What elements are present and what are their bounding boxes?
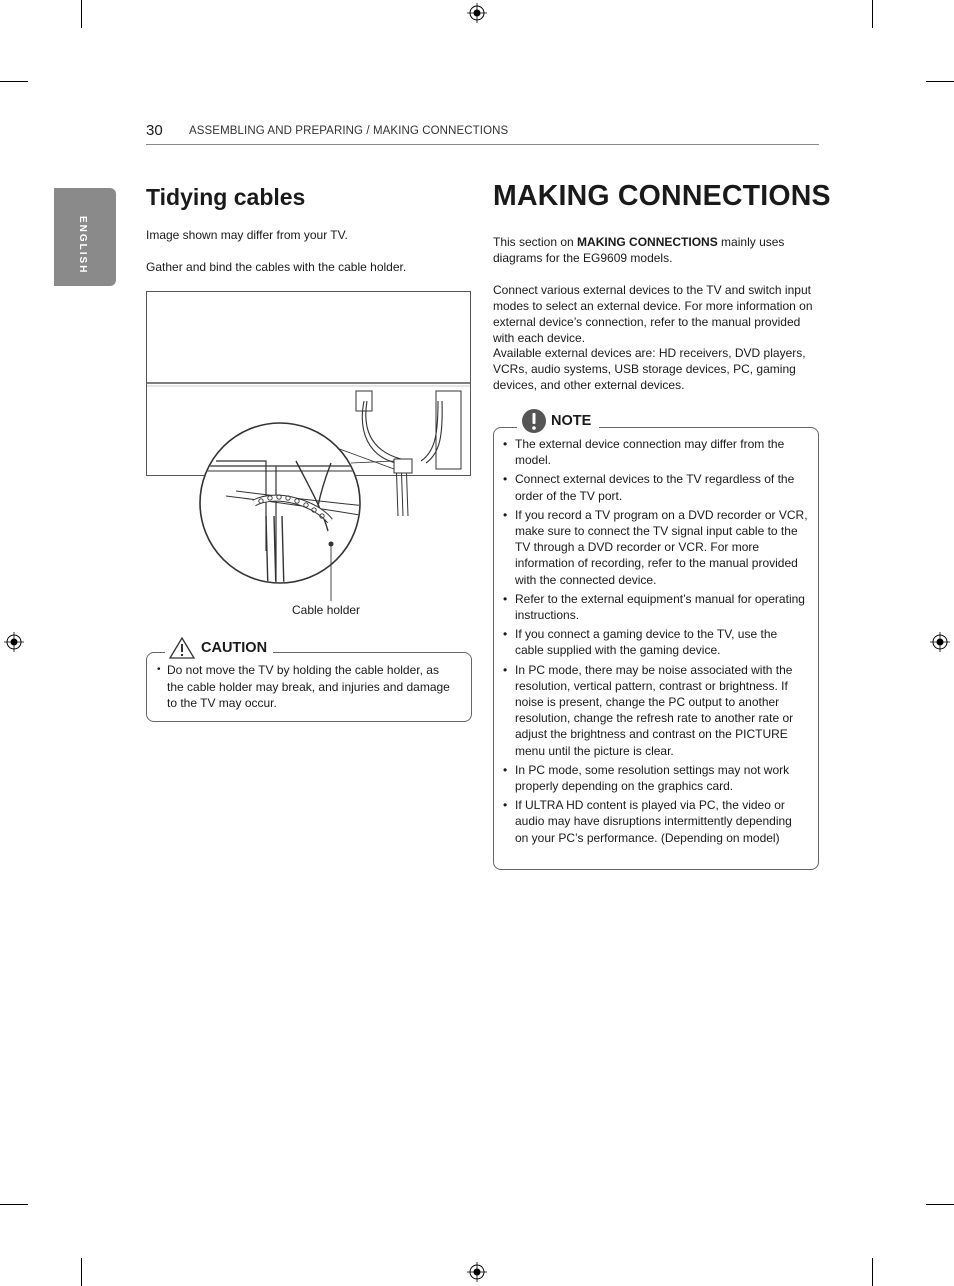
crop-mark — [0, 1204, 28, 1205]
crop-mark — [81, 1258, 82, 1286]
intro-suffix: mainly uses diagrams for the EG9609 models. — [493, 235, 785, 265]
devices-paragraph: Available external devices are: HD receivers, DVD players, VCRs, audio systems, USB storage devices, PC, gaming devices, and other external devices. — [493, 346, 806, 392]
caution-item-text: Do not move the TV by holding the cable holder, as the cable holder may break, and injuries and damage to the TV may occur. — [167, 663, 450, 710]
registration-mark-icon — [930, 632, 950, 652]
caution-heading — [165, 636, 273, 660]
crop-mark — [926, 1204, 954, 1205]
language-tab — [54, 188, 116, 286]
intro-prefix: This section on — [493, 235, 578, 249]
running-head: ASSEMBLING AND PREPARING / MAKING CONNECTIONS — [189, 125, 509, 137]
intro-bold: MAKING CONNECTIONS — [577, 235, 718, 249]
note-item: • The external device connection may differ from the model. — [503, 436, 808, 468]
caution-title: CAUTION — [201, 640, 268, 656]
note-item: • Connect external devices to the TV regardless of the order of the TV port. — [503, 471, 808, 503]
intro-text: Image shown may differ from your TV. — [146, 228, 348, 242]
intro-paragraph — [493, 234, 793, 266]
note-item: • In PC mode, some resolution settings may not work properly depending on the graphics card. — [503, 762, 808, 794]
exclamation-circle-icon — [521, 408, 547, 434]
instruction-text: Gather and bind the cables with the cable holder. — [146, 260, 407, 274]
crop-mark — [872, 0, 873, 28]
cable-holder-illustration — [146, 291, 472, 606]
registration-mark-icon — [467, 3, 487, 23]
crop-mark — [926, 81, 954, 82]
crop-mark — [872, 1258, 873, 1286]
note-item: • Refer to the external equipment’s manual for operating instructions. — [503, 591, 808, 623]
note-item: • If you connect a gaming device to the TV, use the cable supplied with the gaming device. — [503, 626, 808, 658]
connect-paragraph: Connect various external devices to the TV and switch input modes to select an external device. For more information on external device’s connection, refer to the manual provided with each device. — [493, 283, 813, 345]
note-list — [503, 436, 808, 849]
crop-mark — [0, 81, 28, 82]
page-number: 30 — [146, 122, 163, 139]
caution-item: • Do not move the TV by holding the cable holder, as the cable holder may break, and injuries and damage to the TV may occur. — [157, 663, 450, 710]
note-title: NOTE — [551, 413, 592, 429]
crop-mark — [81, 0, 82, 28]
note-heading — [517, 408, 599, 434]
registration-mark-icon — [4, 632, 24, 652]
cable-holder-label: Cable holder — [292, 603, 361, 617]
section-title-tidying-cables: Tidying cables — [146, 184, 306, 210]
warning-triangle-icon — [169, 637, 195, 659]
note-item: • In PC mode, there may be noise associated with the resolution, vertical pattern, contrast or brightness. If noise is present, change the PC output to another resolution, change the refresh rate to another rate or adjust the brightness and contrast on the PICTURE menu until the picture is clear. — [503, 662, 808, 759]
header-rule — [146, 144, 819, 145]
section-title-making-connections: MAKING CONNECTIONS — [493, 180, 831, 212]
note-item: • If ULTRA HD content is played via PC, the video or audio may have disruptions intermittently depending on your PC’s performance. (Depending on model) — [503, 797, 808, 846]
note-item: • If you record a TV program on a DVD recorder or VCR, make sure to connect the TV signal input cable to the TV through a DVD recorder or VCR. For more information of recording, refer to the manual provided with the connected device. — [503, 507, 808, 588]
registration-mark-icon — [467, 1262, 487, 1282]
language-tab-label: ENGLISH — [77, 216, 88, 275]
